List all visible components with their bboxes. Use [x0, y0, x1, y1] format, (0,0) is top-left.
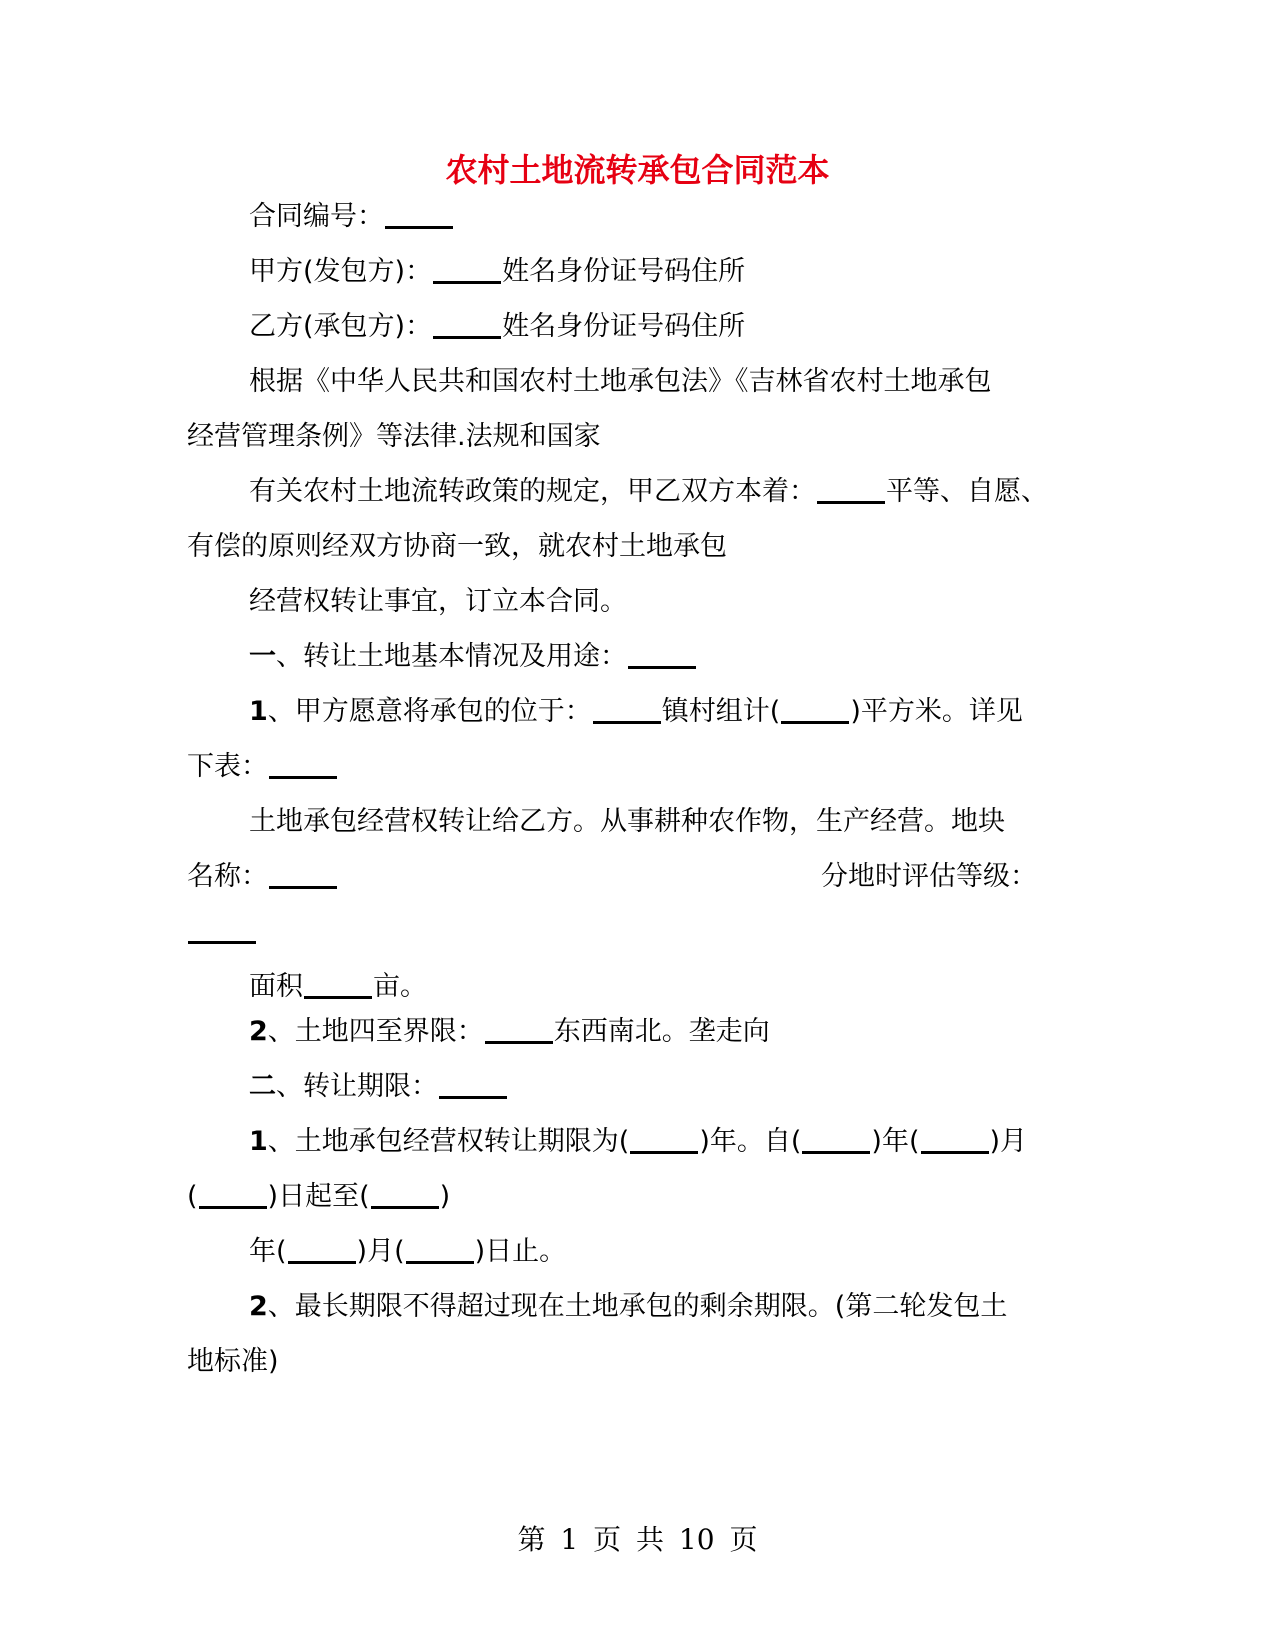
clause-text: )平方米。详见	[850, 696, 1023, 727]
clause-text: )日起至(	[267, 1181, 370, 1212]
section-heading-1	[249, 636, 697, 678]
section-title: 、转让期限：	[276, 1071, 438, 1102]
fill-blank	[269, 748, 337, 779]
party-a-label: 甲方(发包方)：	[249, 256, 433, 287]
clause-text: )日止。	[474, 1236, 567, 1267]
fill-blank	[921, 1123, 989, 1154]
clause-line: 地标准)	[187, 1346, 279, 1377]
fill-blank	[385, 198, 453, 229]
clause-text: 、土地四至界限：	[267, 1016, 484, 1047]
paragraph-line: 经营权转让事宜，订立本合同。	[249, 586, 627, 617]
clause-text: (	[187, 1181, 198, 1212]
page-footer: 第 1 页 共 10 页	[517, 1523, 758, 1556]
fill-blank	[433, 308, 501, 339]
fill-blank	[781, 693, 849, 724]
fill-blank	[199, 1178, 267, 1209]
paragraph-line: 土地承包经营权转让给乙方。从事耕种农作物，生产经营。地块	[249, 806, 1005, 837]
party-a-line	[249, 251, 745, 293]
clause-line	[187, 1176, 450, 1218]
clause-text: )月(	[356, 1236, 405, 1267]
contract-number-label: 合同编号：	[249, 201, 384, 232]
clause-number: 2	[249, 1016, 268, 1047]
paragraph-line: 有偿的原则经双方协商一致，就农村土地承包	[187, 531, 727, 562]
party-b-line	[249, 306, 745, 348]
plot-name-label: 名称：	[187, 861, 268, 892]
clause-text: 东西南北。垄走向	[553, 1016, 770, 1047]
clause-line	[249, 1121, 1027, 1163]
area-unit: 亩。	[373, 971, 427, 1002]
document-title: 农村土地流转承包合同范本	[445, 151, 830, 189]
contract-number-line	[249, 196, 454, 238]
clause-text: )年(	[871, 1126, 920, 1157]
fill-blank	[304, 968, 372, 999]
clause-text: 、最长期限不得超过现在土地承包的剩余期限。(第二轮发包土	[267, 1291, 1008, 1322]
party-a-fields: 姓名身份证号码住所	[502, 256, 746, 287]
clause-line	[249, 1286, 1007, 1328]
section-number: 一	[249, 641, 276, 672]
paragraph-text: 有关农村土地流转政策的规定，甲乙双方本着：	[249, 476, 816, 507]
clause-line	[249, 691, 1023, 733]
clause-text: 年(	[249, 1236, 287, 1267]
clause-text: )	[439, 1181, 451, 1212]
clause-number: 2	[249, 1291, 268, 1322]
clause-text: 下表：	[187, 751, 268, 782]
section-number: 二	[249, 1071, 276, 1102]
section-heading-2	[249, 1066, 508, 1108]
clause-text: 镇村组计(	[661, 696, 781, 727]
fill-blank	[485, 1013, 553, 1044]
paragraph-line	[249, 966, 427, 1008]
clause-line	[187, 746, 338, 788]
paragraph-line	[187, 911, 257, 953]
party-b-fields: 姓名身份证号码住所	[502, 311, 746, 342]
section-title: 、转让土地基本情况及用途：	[276, 641, 627, 672]
fill-blank	[371, 1178, 439, 1209]
paragraph-line: 根据《中华人民共和国农村土地承包法》《吉林省农村土地承包	[249, 366, 992, 397]
grade-label: 分地时评估等级：	[821, 861, 1037, 892]
party-b-label: 乙方(承包方)：	[249, 311, 433, 342]
fill-blank	[817, 473, 885, 504]
fill-blank	[802, 1123, 870, 1154]
clause-number: 1	[249, 1126, 268, 1157]
paragraph-line	[187, 856, 1037, 898]
paragraph-line: 经营管理条例》等法律.法规和国家	[187, 421, 601, 452]
fill-blank	[188, 913, 256, 944]
clause-text: )年。自(	[699, 1126, 802, 1157]
fill-blank	[269, 858, 337, 889]
fill-blank	[628, 638, 696, 669]
paragraph-line	[249, 471, 1048, 513]
clause-number: 1	[249, 696, 268, 727]
fill-blank	[433, 253, 501, 284]
fill-blank	[406, 1233, 474, 1264]
fill-blank	[630, 1123, 698, 1154]
clause-line	[249, 1231, 566, 1273]
clause-text: 、甲方愿意将承包的位于：	[267, 696, 592, 727]
clause-text: 、土地承包经营权转让期限为(	[267, 1126, 630, 1157]
area-label: 面积	[249, 971, 303, 1002]
clause-text: )月	[989, 1126, 1028, 1157]
fill-blank	[439, 1068, 507, 1099]
fill-blank	[593, 693, 661, 724]
fill-blank	[288, 1233, 356, 1264]
paragraph-text: 平等、自愿、	[886, 476, 1048, 507]
clause-line	[249, 1011, 770, 1053]
